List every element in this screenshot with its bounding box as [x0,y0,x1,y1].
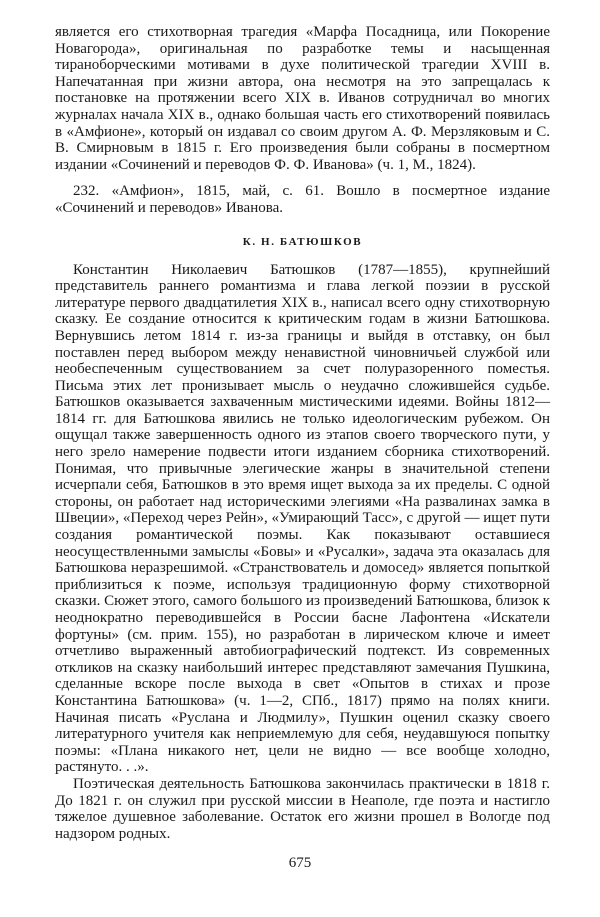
paragraph-closing: Поэтическая деятельность Батюшкова закончилась практически в 1818 г. До 1821 г. он служил при русской миссии в Неаполе, где поэта и настигло тяжелое душевное заболевание. Остаток его жизни прошел в Вологде под надзором родных. [55,775,550,842]
paragraph-intro: является его стихотворная трагедия «Марфа Посадница, или Покорение Новагорода», оригинальная по разработке темы и насыщенная тираноборческими мотивами в духе политической трагедии XVIII в. Напечатанная при жизни автора, она несмотря на это запрещалась к постановке на протяжении всего XIX в. Иванов сотрудничал во многих журналах начала XIX в., однако большая часть его стихотворений появилась в «Амфионе», который он издавал со своим другом А. Ф. Мерзляковым и С. В. Смирновым в 1815 г. Его произведения были собраны в посмертном издании «Сочинений и переводов Ф. Ф. Иванова» (ч. 1, М., 1824). [55,24,550,173]
section-heading: К. Н. БАТЮШКОВ [242,235,363,248]
note-232: 232. «Амфион», 1815, май, с. 61. Вошло в посмертное издание «Сочинений и переводов» Иванова. [55,183,550,216]
page-body [55,24,550,842]
page-number: 675 [288,855,312,871]
paragraph-batyushkov: Константин Николаевич Батюшков (1787—1855), крупнейший представитель раннего романтизма и глава легкой поэзии в русской литературе первого двадцатилетия XIX в., написал всего одну стихотворную сказку. Ее создание относится к критическим годам в жизни Батюшкова. Вернувшись летом 1814 г. из-за границы и выйдя в отставку, он был поставлен перед выбором между ненавистной чиновничьей службой или необеспеченным существованием за счет полуразоренного поместья. Письма этих лет пронизывает мысль о неудачно сложившейся судьбе. Батюшков оказывается захваченным мистическими идеями. Войны 1812—1814 гг. для Батюшкова явились не только идеологическим рубежом. Он ощущал также завершенность одного из этапов своего творческого пути, у него зрело намерение подвести итоги изданием сборника стихотворений. Понимая, что привычные элегические жанры в значительной степени исчерпали себя, Батюшков в это время ищет выхода за их пределы. С одной стороны, он работает над историческими элегиями «На развалинах замка в Швеции», «Переход через Рейн», «Умирающий Тасс», с другой — ищет пути создания романтической поэмы. Как показывают оставшиеся неосуществленными замыслы «Бовы» и «Русалки», задача эта оказалась для Батюшкова неразрешимой. «Странствователь и домосед» является попыткой приблизиться к поэме, используя традиционную форму стихотворной сказки. Сюжет этого, самого большого из произведений Батюшкова, близок к неоднократно переводившейся в России басне Лафонтена «Искатели фортуны» (см. прим. 155), но разработан в лирическом ключе и имеет отчетливо выраженный автобиографический подтекст. Из современных откликов на сказку наибольший интерес представляют замечания Пушкина, сделанные вскоре после выхода в свет «Опытов в стихах и прозе Константина Батюшкова» (ч. 1—2, СПб., 1817) прямо на полях книги. Начиная писать «Руслана и Людмилу», Пушкин оценил сказку своего литературного учителя как неприемлемую для себя, неудавшуюся попытку поэмы: «Плана никакого нет, цели не видно — все вообще холодно, растянуто. . .». [55,261,550,776]
